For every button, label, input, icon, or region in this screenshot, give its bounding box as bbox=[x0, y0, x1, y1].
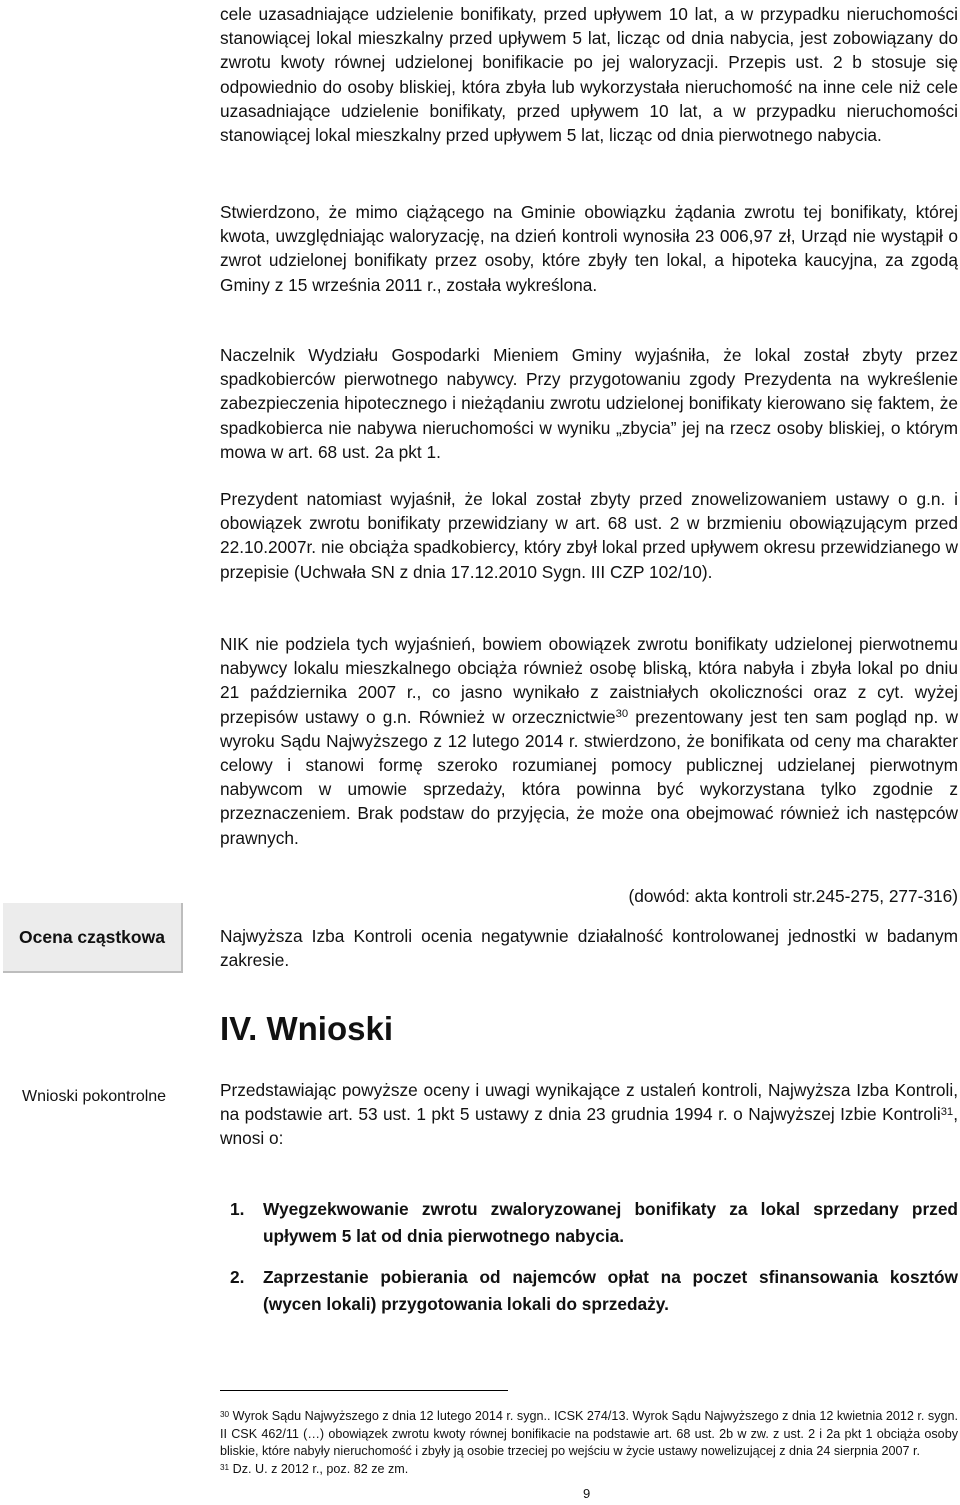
conclusion-text: Zaprzestanie pobierania od najemców opłat na poczet sfinansowania kosztów (wycen lokali) przygotowania lokali do sprzedaży. bbox=[263, 1267, 958, 1314]
conclusion-number: 1. bbox=[230, 1199, 245, 1219]
post-control-intro bbox=[220, 1078, 958, 1151]
footnote-31 bbox=[220, 1461, 958, 1479]
paragraph-findings: Stwierdzono, że mimo ciążącego na Gminie obowiązku żądania zwrotu tej bonifikaty, której kwota, uwzględniając waloryzację, na dzień kontroli wynosiła 23 006,97 zł, Urząd nie wystąpił o zwrot udzielonej bonifikaty przez osoby, które zbyły ten lokal, a hipoteka kaucyjna, za zgodą Gminy z 15 września 2011 r., została wykreślona. bbox=[220, 202, 958, 295]
footnotes bbox=[220, 1408, 958, 1478]
footnote-text: Dz. U. z 2012 r., poz. 82 ze zm. bbox=[232, 1461, 409, 1476]
footnote-divider bbox=[220, 1390, 508, 1391]
footnote-ref-30[interactable]: 30 bbox=[615, 708, 629, 721]
intro-text-end: , wnosi o: bbox=[220, 1104, 958, 1149]
conclusions-list bbox=[220, 1196, 958, 1332]
footnote-number: 31 bbox=[220, 1463, 230, 1473]
footnote-30 bbox=[220, 1408, 958, 1461]
footnote-ref-31[interactable]: 31 bbox=[940, 1105, 954, 1118]
paragraph-nik-position bbox=[220, 632, 958, 850]
evidence-reference: (dowód: akta kontroli str.245-275, 277-316) bbox=[628, 886, 958, 906]
intro-text-start: Przedstawiając powyższe oceny i uwagi wynikające z ustaleń kontroli, Najwyższa Izba Kontroli, na podstawie art. 53 ust. 1 pkt 5 ustawy z dnia 23 grudnia 1994 r. o Najwyższej Izbie Kontroli bbox=[220, 1080, 958, 1125]
partial-rating-label: Ocena cząstkowa bbox=[3, 903, 183, 973]
footnote-number: 30 bbox=[220, 1410, 230, 1420]
footnote-text: Wyrok Sądu Najwyższego z dnia 12 lutego 2014 r. sygn.. ICSK 274/13. Wyrok Sądu Najwyższego z dnia 12 kwietnia 2012 r. sygn. II CSK 462/11 (…) obowiązek zwrotu kwoty równej bonifikacie na podstawie art. 68 ust. 2b w zw. z ust. 2 i 2a pkt 1 obciąża osoby bliskie, które nabyły nieruchomość i zbyły ją osobie trzeciej po wejściu w życie ustawy nowelizującej z dnia 24 sierpnia 2007 r. bbox=[220, 1409, 958, 1459]
partial-rating-text: Najwyższa Izba Kontroli ocenia negatywnie działalność kontrolowanej jednostki w badanym zakresie. bbox=[220, 926, 958, 971]
paragraph-president-explanation: Prezydent natomiast wyjaśnił, że lokal został zbyty przed znowelizowaniem ustawy o g.n. i obowiązek zwrotu bonifikaty przewidziany w art. 68 ust. 2 w brzmieniu obowiązującym przed 22.10.2007r. nie obciąża spadkobiercy, który zbył lokal przed upływem okresu przewidzianego w przepisie (Uchwała SN z dnia 17.12.2010 Sygn. III CZP 102/10). bbox=[220, 489, 958, 582]
paragraph-bonus-return-rule: cele uzasadniające udzielenie bonifikaty, przed upływem 10 lat, a w przypadku nieruchomości stanowiącej lokal mieszkalny przed upływem 5 lat, licząc od dnia nabycia, jest zobowiązany do zwrotu kwoty równej udzielonej bonifikacie po jej waloryzacji. Przepis ust. 2 b stosuje się odpowiednio do osoby bliskiej, która zbyła lub wykorzystała nieruchomość na inne cele niż cele uzasadniające udzielenie bonifikaty, przed upływem 10 lat, a w przypadku nieruchomości stanowiącej lokal mieszkalny przed upływem 5 lat, licząc od dnia pierwotnego nabycia. bbox=[220, 4, 958, 146]
nik-text-start: NIK nie podziela tych wyjaśnień, bowiem obowiązek zwrotu bonifikaty udzielonej pierwotnemu nabywcy lokalu mieszkalnego obciąża również osobę bliską, która nabyła i zbyła lokal po dniu 21 października 2007 r., co jasno wynikało z zaistniałych okoliczności oraz z cyt. wyżej przepisów ustawy o g.n. Również w orzecznictwie bbox=[220, 634, 958, 727]
paragraph-head-explanation: Naczelnik Wydziału Gospodarki Mieniem Gminy wyjaśniła, że lokal został zbyty przez spadkobierców pierwotnego nabywcy. Przy przygotowaniu zgody Prezydenta na wykreślenie zabezpieczenia hipotecznego i nieżądaniu zwrotu udzielonej bonifikaty kierowano się faktem, że spadkobierca nie nabywa nieruchomości w wyniku „zbycia” jej na rzecz osoby bliskiej, o którym mowa w art. 68 ust. 2a pkt 1. bbox=[220, 345, 958, 462]
conclusion-text: Wyegzekwowanie zwrotu zwaloryzowanej bonifikaty za lokal sprzedany przed upływem 5 lat od dnia pierwotnego nabycia. bbox=[263, 1199, 958, 1246]
conclusion-item bbox=[220, 1196, 958, 1250]
conclusion-number: 2. bbox=[230, 1267, 245, 1287]
page-number: 9 bbox=[583, 1486, 591, 1501]
conclusion-item bbox=[220, 1264, 958, 1318]
section-heading: IV. Wnioski bbox=[220, 1010, 393, 1047]
post-control-label: Wnioski pokontrolne bbox=[22, 1088, 167, 1105]
nik-text-end: prezentowany jest ten sam pogląd np. w wyroku Sądu Najwyższego z 12 lutego 2014 r. stwierdzono, że bonifikata od ceny ma charakter celowy i stanowi formę szeroko rozumianej pomocy publicznej udzielanej pierwotnym nabywcom w umowie sprzedaży, która powinna być wykorzystana tylko zgodnie z przeznaczeniem. Brak podstaw do przyjęcia, że może ona obejmować również ich następców prawnych. bbox=[220, 706, 958, 848]
